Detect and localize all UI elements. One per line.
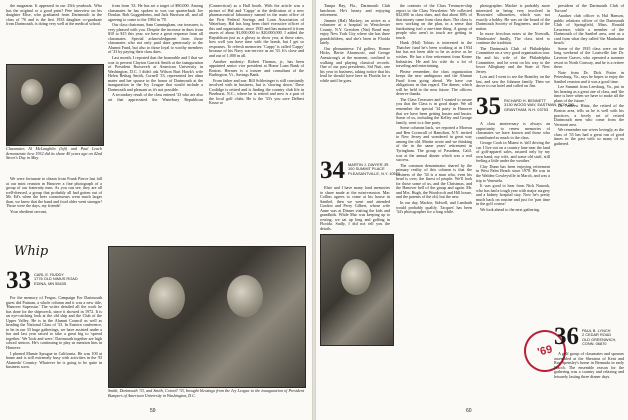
paragraph: From father and son: Bill Schlesinger is still constantly involved with in business, but is 'slowing down.' Dave Coolidge is retired and is finding the country club life in Pinehurst, N.C., where he is retired and now is a part of the local golf clubs. He is the '33's you save Delbert Kruse at bbox=[209, 77, 304, 106]
paragraph: the magazine. It appeared in our 25th yearbook. Who has the original or a good print? Pete interview on his daughter Elise, who graduated from Dartmouth in the class of '76 and is the first 1933 daughter co-graduate from Dartmouth, is doing very well at the medical school. bbox=[6, 3, 102, 27]
class-secretary-address: PAUL B. LYNCH 2 CEDAR ROAD OLD GREENWICH, CONN. 06870 bbox=[582, 328, 617, 347]
paragraph: Clay Dunn has been enjoying retirement in West Palm Beach since 1978. He was in the Walden Cowleyville in March, and was a trip to Veneuela. bbox=[476, 163, 550, 183]
class-34-header bbox=[320, 157, 401, 184]
paragraph: Dr. Andrew Hintz, the retired of the Boston area, tells us he is well with his practices, a lovely set of retired Dartmouth men who come from the Vermont area. bbox=[554, 103, 624, 127]
paragraph: For the memory of Fergus, Campaign For Dartmouth guest did Putnam, a whole column and it was a new title, 'Hanover Superstar.' The writer detailed all the work he has done for the shipwreck, since it showed in 1972. It is an eye-catching look at the old ship and the Club of the Upper Valley. He is in the Alumni Council as well as heading the National Class of '33. In Eastern conference, to be in our 33 huge gatherings, we have assisted under a bar and last year raised to take a great big to 'spread together.' We 'look and were.' Dartmouth together are high school seniors. He's continuing to play as mention him in Hanover. bbox=[6, 295, 102, 351]
paragraph: Tampa Bay, Fla., Dartmouth Club luncheon. He's hearty and enjoying retirement. bbox=[320, 3, 390, 18]
paragraph: Lois and I went to see the Brantley on the last, and saw the Johnson family. Then we drove to our hotel and called on Jim. bbox=[476, 74, 550, 89]
class-secretary-address: MARTIN J. DWYER JR. 100 SUMMIT PLACE PLEASANTVILLE, N.Y. 10570 bbox=[348, 162, 401, 176]
paragraph: We look ahead to the next gathering. bbox=[480, 206, 541, 212]
paragraph: Another modesty: Robert Thomas, jr., has been appointed senior vice president at Home Loan Bank of Boston. Hermes is a trustee and consultant of the Burlington, Vt., Savings Bank. bbox=[209, 58, 304, 78]
paragraph: A class anniversary is always an opportunity to renew memories of classmates we have known and those who contributed so much to the class. bbox=[476, 121, 550, 140]
photo-caption: Smith, Dartmouth '33, and Smith, Cornell '33, brought blessings from the Ivy League to the inauguration of President Bumpers of American University in Washington, D.C. bbox=[108, 388, 304, 398]
photo-inauguration bbox=[108, 246, 306, 388]
paragraph: Lee Summit from Leesburg, Va., put in his hearing as a great one of class, and 'the time is here when we have to make all the plans of the future.' bbox=[554, 84, 624, 103]
right-col4-bottom bbox=[554, 352, 624, 412]
class-secretary-address: CARL E. RUDDY 1776 OLD NIMUS ROAD EDINA, MN 55435 bbox=[34, 272, 78, 286]
class-year: 33 bbox=[6, 267, 31, 294]
closing-line: Your obedient servant, bbox=[10, 208, 47, 214]
paragraph: from from '33. He has set a target of $90,000. Among classmates he has spoken to was our quarterback Joe Donlan. Bob Guggenheim, and Jack Harrison all, and all agreeing to come to the 1984 in '78. bbox=[108, 3, 203, 22]
paragraph: In our day, Mackie, Sidwell, and Lambuth would probably qualify. 'Jacques' has been '34's photographer for a long while. bbox=[396, 199, 472, 215]
paragraph: A golf group of classmates and spouses assembled at the Sheraton of Kent and Ray Spensley's home in Bermuda in early March. The ensemble reason for the gathering was a country and relaxing and leisurely lasting three dinner days. bbox=[554, 351, 624, 379]
right-col4-top bbox=[554, 4, 624, 322]
paragraph: The Dartmouth Club of Philadelphia Committee on a very good organization tour. He and his wife of the Philadelphia Committee, and he went on his way to the lower Alleghany and the State of New Jersey. bbox=[476, 45, 550, 74]
left-col1-top bbox=[6, 4, 102, 62]
paragraph: Note from Dr. Dick Potter in Petersburg, Va., says he hopes to enjoy the Sanibel reunion and it was a good time. bbox=[554, 69, 624, 84]
left-col1-middle bbox=[6, 177, 102, 247]
paragraph: Our pleasantness: I'd golfers, Homer Hicks, Bertie Abranscott, and George Armstrong's at the moment, confined to walking and playing classical records. One of our past presidents, Sid Nutt, one his year in business, taking notice that his lead he should have here in Florida for a while until he goes. bbox=[320, 45, 390, 83]
paragraph: In more frivolous notes at the Norwalk, 'Drinkwater' finally, The class tried to continue the tradition. bbox=[476, 31, 550, 46]
left-page bbox=[0, 0, 312, 420]
right-col1-top bbox=[320, 3, 390, 83]
paragraph: photographer. Mackie is probably more interested in being very involved in 'Brownies' silhouettes, which was not exactly a hobby. He was on the board of the Dartmouth Society of Engineers, and of the nation. bbox=[476, 3, 550, 31]
paragraph: We were fortunate to obtain from Frank Pierce last fall at our mini reunion in Hanover a fine photograph of a group of our fraternity men. As you can see, they are all well-dressed, a group that probably all had gotten out of Mr. Ed's when the beer connoisseurs went much larger than, we knew that the band and food older went stronger! Those were the days, my friends! bbox=[6, 176, 102, 209]
right-col2 bbox=[396, 4, 472, 412]
class-33-header bbox=[6, 267, 78, 294]
paragraph: A secondary result of the class entered '33 who are also art that appreciated the Waterbury Republican (Connecticut) as a Hall booth. With the article was a picture of Hal and 'Cappy' at the dedication of a new pharmaceutical laboratory named in the main office of the First Federal Savings and Loan Association of Waterbury. Hal has long been chief executive officer of this and organization, since 1935 and has matured it from assets of about $1,000,000 to $20,000,000. I added the Republican just as a glossy to show you, at those rates, how well you have time with the bomb, but I get so responses. To refresh memories: 'Cappy' is called 'Cappy' because of his Navy war-service as an '33. It's close and and out of 1,000 in all. bbox=[108, 3, 304, 102]
right-page bbox=[316, 0, 628, 420]
page-number: 60 bbox=[466, 408, 472, 414]
paragraph: Please remember, the class organization keeps the new ambiguous and the Alumni Fund from going ahead. We have our obligations in that regard. The dinner, which will be held in the near future. The officers deserve thanks. bbox=[396, 68, 472, 97]
paragraph: George Cook in Miami is 'still driving the car. I live out on a country lane near the land of golf-apparel sales, assured only by my own hand, my wife, and some old stuff, still feeling a little under the weather.' bbox=[476, 140, 550, 164]
paragraph: We remember our wives lovingly, as the class of '35 has had a great run of good times in the past with so many of us gathered. bbox=[554, 127, 624, 146]
class-secretary-address: RICHARD H. BENNETT 3130 WOOD WAY, EASTMAN, BOX 265 GRANTHAM, N.H. 03753 bbox=[504, 98, 575, 112]
paragraph: Last month, I reported that the honorable and I that we was to present Clayton Garrick Smith at the inauguration of President Roosevelt at American University in Washington, D.C. I didn't ask Wilson Burt Hawk's wife Helen Bethag Smith, Cornell '33, represented her alma mater and her spouse in the honor of Dartmouth at the inauguration in the Ivy League that would include a Dartmouth and pleasant as it's not possible. bbox=[108, 55, 203, 92]
paragraph: Elsie and I have many fond memories to share made at the mini-reunion. Mac Collins agrees to come at his house in Sanibel, then we went and attended Gordon and Perry Gilbert, whose wife Anne was at Dinner visiting the kids and grandkids. While Mac was keeping up to rowing, we sat up long and golfing in Florida. Sadly, I did not tell you the details. bbox=[320, 185, 390, 231]
page-number: 59 bbox=[150, 408, 156, 414]
paragraph: The common denominator shared by the primary reality of this column is that the business of the '34 is a man who, even his head is over, the finest of people. We'll look for those some of us, and the Christmas, and the Hanover bell of the group and again. Mr. and Mrs. Hugh, the Woodcroft and Hill house, and the parents of the old, but the new. bbox=[396, 162, 472, 200]
class-year: 34 bbox=[320, 157, 345, 184]
signature: Whip bbox=[14, 244, 49, 259]
paragraph: The Class Treasurer and I wanted to assure you that the Class is in good shape. We all remember the special '34 party in Hanover that we have been getting busier and busier. Some of us, including the Kelley and George family, went to a fine party. bbox=[396, 96, 472, 125]
paragraph: Jimmie (Hal) Mackey, an active as a volunteer at a hospital in Westchester County, N.Y. Gretchen (Nat) Bond may enjoy New York City where she has three grandchildren, and she's been in Florida lately. bbox=[320, 17, 390, 46]
photo-caption: Classmates Al McLaughlin (left) and Paul Leach demonstrate how 1932 did its share 40 years ago on 42nd Street's Day in May. bbox=[6, 146, 102, 161]
paragraph: Some columns back, we reported a Moreau and Ben Cornwall of Hamilton, N.Y. invited to New Jersey and wondered in great way among the old. Martin wrote and we thinking of the in the same years' retirement in Tyringham. The group of Pasadena, Calif. was at the annual dinner which was a real success. bbox=[396, 125, 472, 163]
class-year: 36 bbox=[554, 323, 579, 350]
paragraph: I phoned Mamie Sprague in California. He was 100 at home and is still extremely busy with activities in the 'El Alameda' Country. Whatever he is going to be quite in business soon. bbox=[6, 350, 102, 370]
right-col3-top bbox=[476, 4, 550, 96]
paragraph: It was good to hear from Nick Nanook, who has had a tough year with major surgery and a kidney hospital stay. Now he's pretty much back on routine and just for 'part time in the golf course.' bbox=[476, 183, 550, 207]
paragraph: Hank (Hal) Tobias is interested in the Thatcher fund he's been working at in 1934 but has not been able to be as active as he wishes. He has a fine retirement from Keane Industries. He and his wife do a lot of traveling and entertaining. bbox=[396, 40, 472, 69]
paragraph: Another club officer is Hal Hanson, public relations officer of the Dartmouth Club of Springfield, Mass. Ronald Lawrence, while a member of the Dartmouth of the Sanibel area, sent us a card from what they called 'the Manhattan beach.' bbox=[554, 13, 624, 46]
stamp-seal: '69 bbox=[520, 326, 571, 377]
paragraph: the contents of the Class Treasurer-ship report to the Class Newsletter. We collected $32,000 in class dues, and that about 80% of that money came from class dues. The class is now working on the plan, in a sense that fundraising isn't a one-time thing. A group of people who aren't in touch are getting in touch. bbox=[396, 3, 472, 40]
left-col2 bbox=[108, 4, 304, 242]
photo-classmates-portrait bbox=[320, 234, 394, 346]
paragraph: Some of the 1935 class were on the long weekend of the Louisville late Dr. Laverne Graves, who operated a summer resort in North Conway, and he is a retiree there. bbox=[554, 45, 624, 70]
paragraph: Our class chairman, Sam Cunningham, our treasurer, is very pleased with you. Despite the increase in dues from $10 to $15 this year, we have a great response from all classmates. Special acknowledgment from those classmates who not only paid dues generously to the Alumni Fund, but also to those loyal to worthy members of '33 by paying their class dues. bbox=[108, 22, 203, 55]
photo-classmates-parade bbox=[6, 64, 104, 146]
right-col1-mid bbox=[320, 186, 390, 230]
class-year: 35 bbox=[476, 93, 501, 120]
left-col1-bottom bbox=[6, 296, 102, 412]
class-36-header bbox=[554, 323, 628, 350]
paragraph: president of the Dartmouth Club of Tucson! bbox=[554, 3, 624, 13]
